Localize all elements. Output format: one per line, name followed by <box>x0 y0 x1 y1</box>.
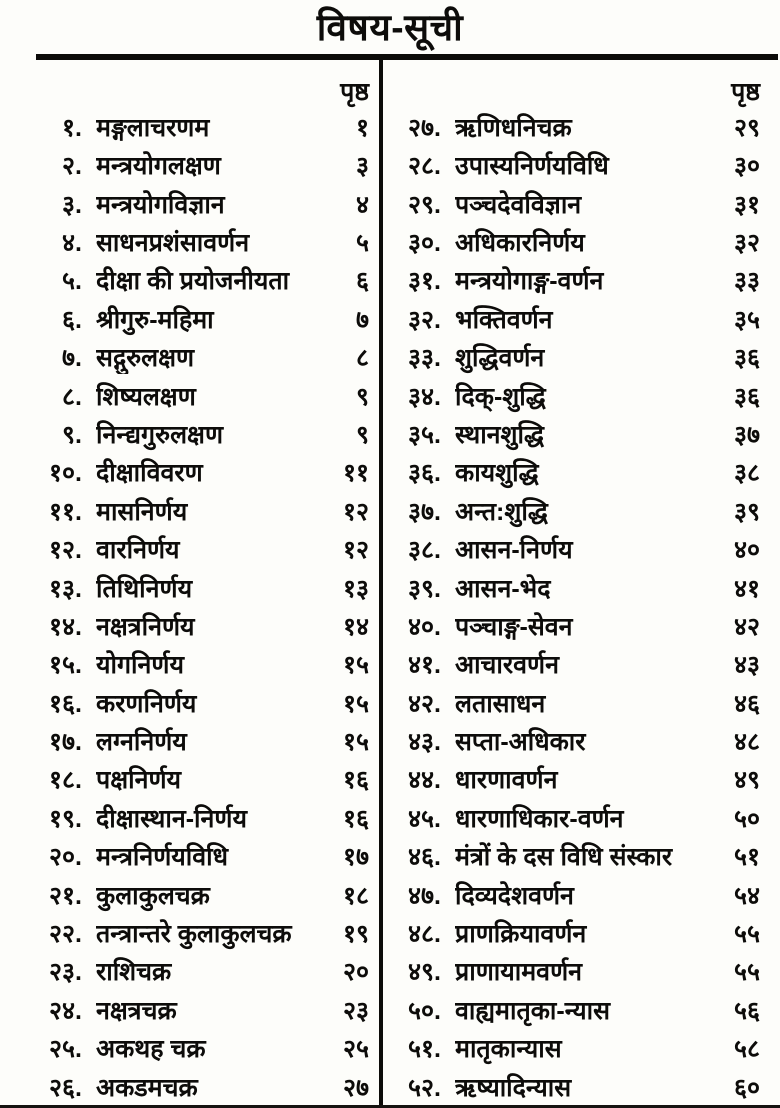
entry-title: लतासाधन <box>455 689 546 718</box>
entry-page: १४ <box>342 612 369 641</box>
entry-number: १७. <box>49 728 82 757</box>
toc-row <box>393 187 760 225</box>
toc-row <box>393 954 760 992</box>
entry-page: ४० <box>733 536 760 565</box>
entry-number: १४. <box>49 612 82 641</box>
entry-number: ४७. <box>408 881 441 910</box>
toc-row <box>393 302 760 340</box>
toc-row <box>393 340 760 378</box>
entry-page: ५५ <box>733 958 760 987</box>
entry-number: ५०. <box>408 996 441 1025</box>
entry-number: ३. <box>62 190 82 219</box>
toc-row <box>393 1031 760 1069</box>
entry-page: ८ <box>355 344 369 373</box>
entry-page: १२ <box>342 497 369 526</box>
toc-row <box>34 762 369 800</box>
entry-number: ३४. <box>408 382 441 411</box>
entry-page: ९ <box>355 382 369 411</box>
entry-title: दिव्यदेशवर्णन <box>455 881 574 910</box>
entry-number: ४०. <box>408 612 441 641</box>
entry-page: ३२ <box>733 229 760 258</box>
entry-title: तिथिनिर्णय <box>96 574 193 603</box>
entry-title: साधनप्रशंसावर्णन <box>96 229 250 258</box>
entry-page: ५१ <box>733 843 760 872</box>
entry-number: ४५. <box>408 804 441 833</box>
toc-row <box>393 916 760 954</box>
toc-row <box>393 148 760 186</box>
toc-row <box>34 494 369 532</box>
entry-title: शिष्यलक्षण <box>96 382 196 411</box>
entry-number: १२. <box>49 536 82 565</box>
entry-title: सद्गुरुलक्षण <box>96 344 195 373</box>
toc-row <box>393 801 760 839</box>
entry-number: ४. <box>62 229 82 258</box>
entry-title: करणनिर्णय <box>96 689 197 718</box>
entry-title: अकडमचक्र <box>96 1073 198 1102</box>
entry-page: ३६ <box>733 382 760 411</box>
entry-page: ३१ <box>733 190 760 219</box>
entry-page: १५ <box>342 689 369 718</box>
entry-number: २३. <box>49 958 82 987</box>
toc-row <box>393 647 760 685</box>
toc-row <box>34 724 369 762</box>
toc-row <box>34 187 369 225</box>
entry-number: ३८. <box>408 536 441 565</box>
entry-page: २० <box>342 958 369 987</box>
entry-page: ५ <box>355 229 369 258</box>
toc-row <box>393 110 760 148</box>
toc-column-left <box>0 60 379 1108</box>
toc-row <box>393 571 760 609</box>
entry-title: कायशुद्धि <box>455 459 539 488</box>
entry-page: २९ <box>733 113 760 142</box>
entry-page: १३ <box>342 574 369 603</box>
entry-title: मासनिर्णय <box>96 497 188 526</box>
toc-row <box>393 839 760 877</box>
entry-title: वारनिर्णय <box>96 536 180 565</box>
toc-row <box>393 1070 760 1108</box>
entry-page: ४१ <box>733 574 760 603</box>
entry-title: पञ्चाङ्ग-सेवन <box>455 612 573 641</box>
entry-title: मन्त्रनिर्णयविधि <box>96 843 229 872</box>
toc-row <box>34 686 369 724</box>
entry-page: १५ <box>342 728 369 757</box>
entry-page: ५८ <box>733 1035 760 1064</box>
toc-row <box>34 878 369 916</box>
entry-page: ४२ <box>733 612 760 641</box>
toc-row <box>393 455 760 493</box>
toc-row <box>393 993 760 1031</box>
entry-title: कुलाकुलचक्र <box>96 881 210 910</box>
entry-page: ३ <box>355 152 369 181</box>
entry-title: तन्त्रान्तरे कुलाकुलचक्र <box>96 920 292 949</box>
toc-row <box>34 801 369 839</box>
entry-page: ६ <box>355 267 369 296</box>
entry-title: अधिकारनिर्णय <box>455 229 585 258</box>
entry-number: ५. <box>62 267 82 296</box>
toc-row <box>34 1070 369 1108</box>
page-column-header-left: पृष्ठ <box>340 77 369 106</box>
entry-title: प्राणक्रियावर्णन <box>455 920 587 949</box>
entry-number: २. <box>62 152 82 181</box>
toc-row <box>34 455 369 493</box>
entry-title: दिक्-शुद्धि <box>455 382 546 411</box>
entry-number: ३७. <box>408 497 441 526</box>
entry-title: निन्द्यगुरुलक्षण <box>96 420 224 449</box>
entry-number: २९. <box>408 190 441 219</box>
toc-row <box>393 609 760 647</box>
entry-number: ३३. <box>408 344 441 373</box>
toc-row <box>393 263 760 301</box>
toc-row <box>34 954 369 992</box>
entry-page: ३५ <box>733 305 760 334</box>
toc-row <box>34 148 369 186</box>
entry-title: मङ्गलाचरणम <box>96 113 210 142</box>
entry-number: ४४. <box>408 766 441 795</box>
entry-page: ३३ <box>733 267 760 296</box>
entry-number: ६. <box>62 305 82 334</box>
entry-number: १३. <box>49 574 82 603</box>
entry-number: ४८. <box>408 920 441 949</box>
toc-row <box>393 379 760 417</box>
entry-number: १८. <box>49 766 82 795</box>
entry-title: दीक्षा की प्रयोजनीयता <box>96 267 290 296</box>
entry-number: ८. <box>62 382 82 411</box>
entry-page: ९ <box>355 420 369 449</box>
entry-title: आसन-भेद <box>455 574 551 603</box>
entry-title: मन्त्रयोगाङ्ग-वर्णन <box>455 267 604 296</box>
entry-page: ५६ <box>733 996 760 1025</box>
entry-page: १२ <box>342 536 369 565</box>
page-title: विषय-सूची <box>316 7 464 48</box>
toc-row <box>393 724 760 762</box>
toc-row <box>393 532 760 570</box>
toc-row <box>34 417 369 455</box>
toc-row <box>34 302 369 340</box>
entry-page: २७ <box>342 1073 369 1102</box>
entry-title: अन्त:शुद्धि <box>455 497 548 526</box>
entry-title: लग्ननिर्णय <box>96 728 187 757</box>
entry-number: २०. <box>49 843 82 872</box>
entry-number: २१. <box>49 881 82 910</box>
entry-page: ६० <box>733 1073 760 1102</box>
toc-row <box>34 340 369 378</box>
entry-number: ३९. <box>408 574 441 603</box>
entry-page: ७ <box>355 305 369 334</box>
entry-number: २४. <box>49 996 82 1025</box>
toc-row <box>393 762 760 800</box>
entry-number: ३५. <box>408 420 441 449</box>
entry-number: १९. <box>49 804 82 833</box>
entry-number: ४६. <box>408 843 441 872</box>
entry-page: १६ <box>342 766 369 795</box>
entry-page: ४६ <box>733 689 760 718</box>
toc-column-right <box>379 60 780 1108</box>
toc-row <box>34 1031 369 1069</box>
entry-title: धारणावर्णन <box>455 766 558 795</box>
toc-columns <box>0 60 780 1108</box>
toc-row <box>393 686 760 724</box>
entry-number: ११. <box>49 497 82 526</box>
entry-page: ३९ <box>733 497 760 526</box>
entry-number: ५१. <box>408 1035 441 1064</box>
entry-title: नक्षत्रचक्र <box>96 996 177 1025</box>
entry-title: मातृकान्यास <box>455 1035 562 1064</box>
toc-row <box>34 532 369 570</box>
entry-page: १ <box>355 113 369 142</box>
entry-title: धारणाधिकार-वर्णन <box>455 804 624 833</box>
entry-title: पञ्चदेवविज्ञान <box>455 190 582 219</box>
toc-rows-right <box>393 110 760 1108</box>
entry-page: ५५ <box>733 920 760 949</box>
entry-number: ४९. <box>408 958 441 987</box>
entry-title: स्थानशुद्धि <box>455 420 545 449</box>
entry-page: ३० <box>733 152 760 181</box>
entry-title: ऋष्यादिन्यास <box>455 1073 572 1102</box>
toc-row <box>34 993 369 1031</box>
entry-title: दीक्षास्थान-निर्णय <box>96 804 247 833</box>
entry-title: पक्षनिर्णय <box>96 766 182 795</box>
entry-number: १५. <box>49 651 82 680</box>
entry-title: भक्तिवर्णन <box>455 305 553 334</box>
entry-title: वाह्यमातृका-न्यास <box>455 996 610 1025</box>
toc-row <box>393 494 760 532</box>
entry-number: ४२. <box>408 689 441 718</box>
entry-page: ११ <box>342 459 369 488</box>
entry-title: ऋणिधनिचक्र <box>455 113 572 142</box>
toc-row <box>34 263 369 301</box>
entry-title: मन्त्रयोगविज्ञान <box>96 190 225 219</box>
toc-row <box>34 839 369 877</box>
entry-number: २७. <box>408 113 441 142</box>
entry-title: शुद्धिवर्णन <box>455 344 545 373</box>
entry-page: ३७ <box>733 420 760 449</box>
entry-title: नक्षत्रनिर्णय <box>96 612 195 641</box>
toc-row <box>34 571 369 609</box>
entry-page: ४९ <box>733 766 760 795</box>
entry-title: श्रीगुरु-महिमा <box>96 305 214 334</box>
entry-page: ३८ <box>733 459 760 488</box>
entry-title: प्राणायामवर्णन <box>455 958 583 987</box>
entry-page: २५ <box>342 1035 369 1064</box>
toc-row <box>34 916 369 954</box>
entry-number: ९. <box>62 420 82 449</box>
entry-title: राशिचक्र <box>96 958 172 987</box>
entry-title: अकथह चक्र <box>96 1035 206 1064</box>
entry-page: १८ <box>342 881 369 910</box>
entry-title: मंत्रों के दस विधि संस्कार <box>455 843 673 872</box>
entry-number: २६. <box>49 1073 82 1102</box>
entry-number: १०. <box>49 459 82 488</box>
entry-number: १६. <box>49 689 82 718</box>
entry-title: आसन-निर्णय <box>455 536 573 565</box>
entry-number: २५. <box>49 1035 82 1064</box>
toc-rows-left <box>34 110 369 1108</box>
entry-page: ५४ <box>733 881 760 910</box>
entry-number: ३०. <box>408 229 441 258</box>
entry-page: १९ <box>342 920 369 949</box>
entry-page: ४८ <box>733 728 760 757</box>
entry-number: ३६. <box>408 459 441 488</box>
toc-row <box>34 379 369 417</box>
toc-row <box>34 647 369 685</box>
entry-number: २२. <box>49 920 82 949</box>
entry-page: ४ <box>355 190 369 219</box>
entry-page: ३६ <box>733 344 760 373</box>
entry-title: मन्त्रयोगलक्षण <box>96 152 221 181</box>
entry-number: ७. <box>62 344 82 373</box>
entry-page: १७ <box>342 843 369 872</box>
entry-number: ४१. <box>408 651 441 680</box>
entry-title: आचारवर्णन <box>455 651 559 680</box>
entry-title: उपास्यनिर्णयविधि <box>455 152 609 181</box>
toc-row <box>34 110 369 148</box>
toc-row <box>393 417 760 455</box>
toc-row <box>34 225 369 263</box>
toc-row <box>34 609 369 647</box>
entry-number: १. <box>62 113 82 142</box>
entry-page: २३ <box>342 996 369 1025</box>
toc-row <box>393 225 760 263</box>
entry-number: ४३. <box>408 728 441 757</box>
entry-title: दीक्षाविवरण <box>96 459 203 488</box>
entry-title: सप्ता-अधिकार <box>455 728 586 757</box>
entry-page: ५० <box>733 804 760 833</box>
entry-page: १६ <box>342 804 369 833</box>
entry-number: २८. <box>408 152 441 181</box>
entry-page: ४३ <box>733 651 760 680</box>
entry-page: १५ <box>342 651 369 680</box>
entry-number: ३२. <box>408 305 441 334</box>
entry-number: ३१. <box>408 267 441 296</box>
toc-row <box>393 878 760 916</box>
entry-title: योगनिर्णय <box>96 651 184 680</box>
page-column-header-right: पृष्ठ <box>731 77 760 106</box>
entry-number: ५२. <box>408 1073 441 1102</box>
